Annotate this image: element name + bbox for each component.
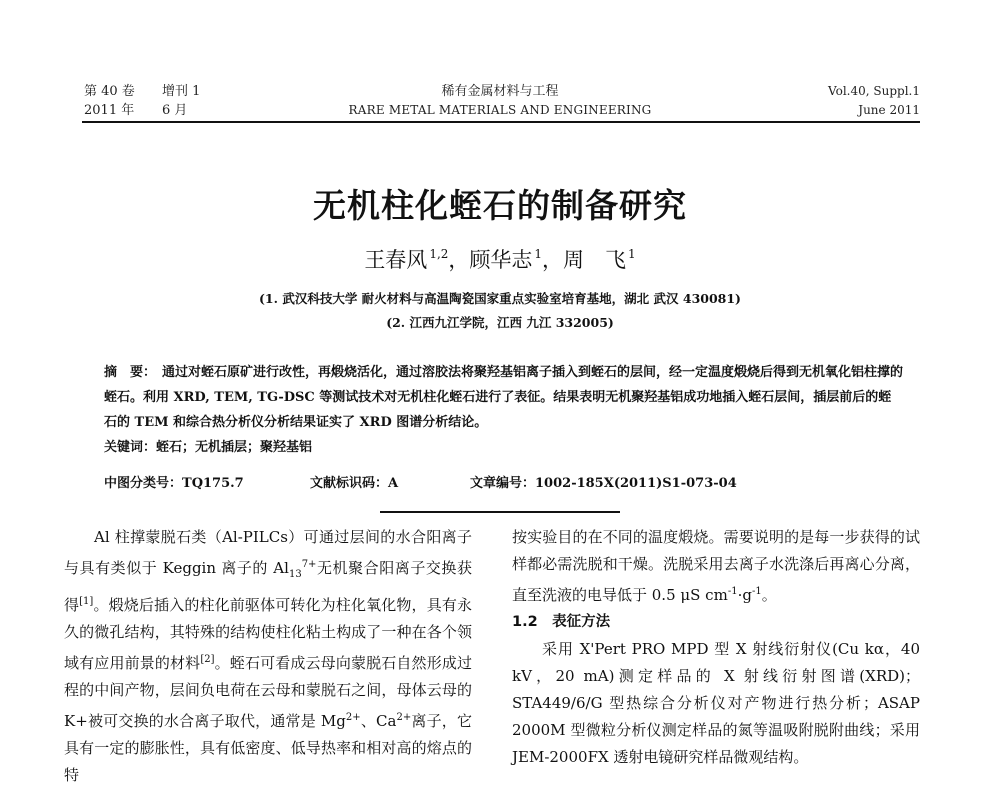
superscript: 2+ — [396, 712, 412, 723]
document-code-value: A — [388, 476, 399, 491]
affiliation-1: (1. 武汉科技大学 耐火材料与高温陶瓷国家重点实验室培育基地，湖北 武汉 430081) — [259, 291, 741, 306]
year-label: 2011 年 — [84, 103, 135, 118]
author-name: 王春风 — [364, 248, 428, 272]
author-separator: ， — [542, 248, 564, 272]
classification-value: TQ175.7 — [182, 476, 244, 491]
citation-ref: [2] — [200, 654, 215, 665]
author-list — [0, 244, 1000, 274]
classification — [104, 472, 244, 491]
author-affiliation-mark: 1 — [628, 247, 636, 261]
affiliation-2: (2. 江西九江学院，江西 九江 332005) — [386, 315, 614, 330]
body-paragraph — [512, 524, 920, 609]
body-paragraph — [64, 524, 472, 789]
body-text: 、Ca — [360, 712, 397, 730]
article-number-label: 文章编号： — [470, 476, 536, 491]
superscript: 2+ — [345, 712, 361, 723]
abstract-rule — [380, 511, 620, 513]
body-column-right — [512, 524, 920, 771]
author-affiliation-mark: 1 — [534, 247, 543, 261]
classification-label: 中图分类号： — [104, 476, 183, 491]
superscript: 7+ — [301, 559, 317, 570]
month-label: 6 月 — [162, 103, 188, 118]
volume-en: Vol.40, Suppl.1 — [828, 84, 920, 98]
supplement-label: 增刊 1 — [162, 84, 201, 99]
date-en: June 2011 — [858, 103, 920, 117]
header-right — [828, 82, 920, 120]
author-affiliation-mark: 1,2 — [429, 247, 449, 261]
abstract — [104, 360, 904, 460]
body-text: 。蛭石可看成云母向蒙脱石自然形成过程的中间产物，层间负电荷在云母和蒙脱石之间，母体云母的 K+被可交换的水合离子取代，通常是 Mg — [64, 654, 472, 730]
keywords-label: 关键词： — [104, 440, 157, 455]
body-text: 按实验目的在不同的温度煅烧。需要说明的是每一步获得的试样都必需洗脱和干燥。洗脱采用去离子水洗涤后再离心分离，直至洗液的电导低于 0.5 μS cm — [512, 528, 920, 604]
article-number-value: 1002-185X(2011)S1-073-04 — [535, 476, 737, 491]
superscript: -1 — [751, 586, 762, 597]
abstract-text: 通过对蛭石原矿进行改性，再煅烧活化，通过溶胶法将聚羟基铝离子插入到蛭石的层间，经一定温度煅烧后得到无机氧化铝柱撑的蛭石。利用 XRD, TEM, TG-DSC 等测试技术对无机柱化蛭石进行了表征。结果表明无机聚羟基铝成功地插入蛭石层间，插层前后的蛭石的 TEM 和综合热分析仪分析结果证实了 XRD 图谱分析结论。 — [104, 365, 904, 430]
body-text: 。煅烧后插入的柱化前驱体可转化为柱化氧化物，具有永久的微孔结构，其特殊的结构使柱化粘土构成了一种在各个领域有应用前景的材料 — [64, 596, 472, 672]
abstract-label: 摘 要： — [104, 365, 157, 380]
journal-title-en: RARE METAL MATERIALS AND ENGINEERING — [348, 103, 652, 117]
article-number — [470, 472, 737, 491]
body-text: 离子，它具有一定的膨胀性，具有低密度、低导热率和相对高的熔点的特 — [64, 712, 472, 784]
author-name: 周 飞 — [563, 248, 627, 272]
body-text: ·g — [737, 586, 752, 604]
body-paragraph: 采用 X'Pert PRO MPD 型 X 射线衍射仪(Cu kα，40 kV，20 mA)测定样品的 X 射线衍射图谱(XRD)；STA449/6/G 型热综合分析仪对产物进行热分析；ASAP 2000M 型微粒分析仪测定样品的氮等温吸附脱附曲线；采用 JEM-2000FX 透射电镜研究样品微观结构。 — [512, 640, 920, 766]
volume-label: 第 40 卷 — [84, 84, 135, 99]
document-code — [310, 472, 398, 491]
author-separator: ， — [448, 248, 470, 272]
keywords-text: 蛭石；无机插层；聚羟基铝 — [156, 440, 313, 455]
superscript: -1 — [727, 586, 738, 597]
body-text: 无机聚合阳离子交换获得 — [64, 559, 472, 614]
journal-title-cn: 稀有金属材料与工程 — [441, 84, 559, 99]
section-heading: 1.2 表征方法 — [512, 614, 611, 630]
subscript: 13 — [288, 569, 302, 580]
paper-title: 无机柱化蛭石的制备研究 — [313, 186, 687, 225]
author-name: 顾华志 — [469, 248, 533, 272]
document-code-label: 文献标识码： — [310, 476, 389, 491]
header-rule — [82, 121, 920, 123]
body-text: 。 — [761, 586, 777, 604]
citation-ref: [1] — [79, 596, 94, 607]
body-text: Al 柱撑蒙脱石类（Al-PILCs）可通过层间的水合阳离子与具有类似于 Keggin 离子的 Al — [64, 528, 472, 577]
body-column-left — [64, 524, 472, 789]
